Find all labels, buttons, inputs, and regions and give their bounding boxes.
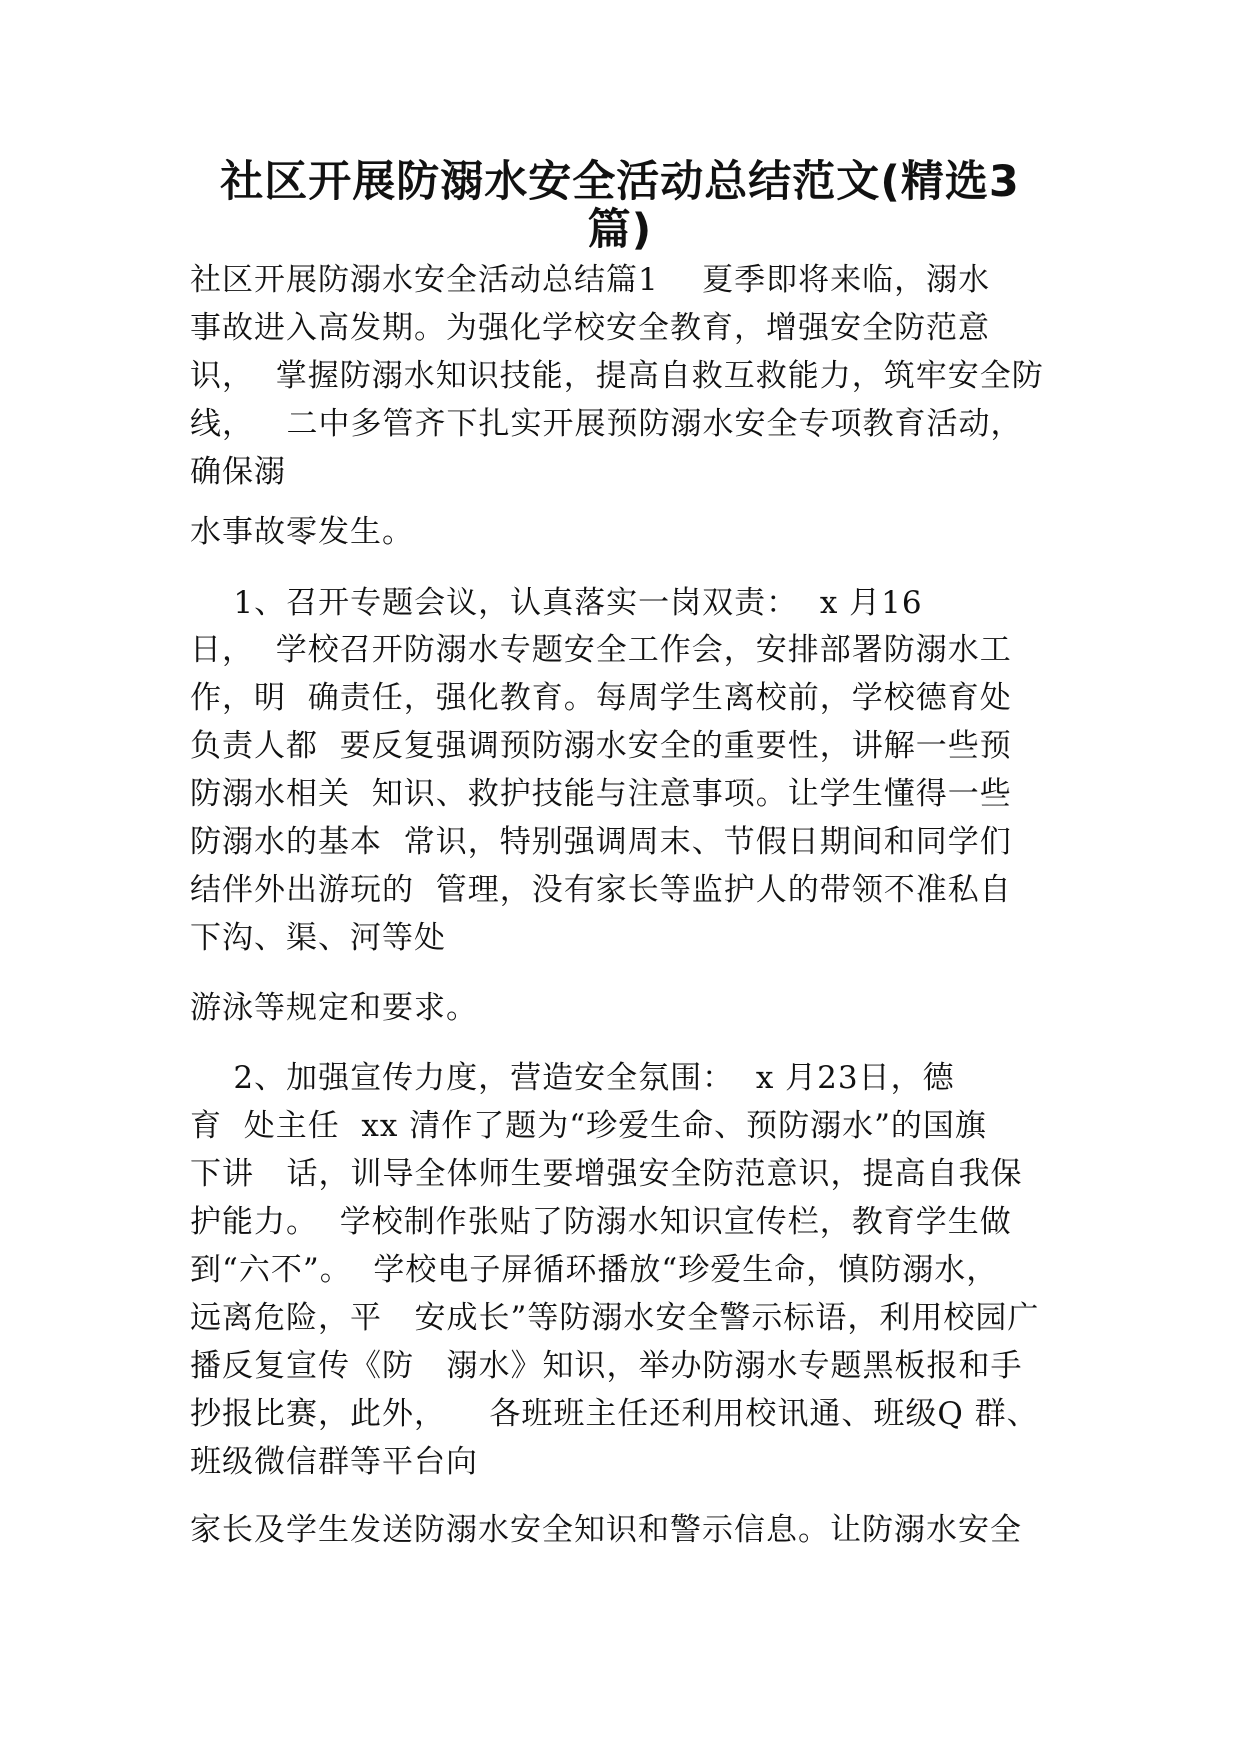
body-line: 游泳等规定和要求。 bbox=[190, 990, 478, 1026]
document-title-line-1: 社区开展防溺水安全活动总结范文(精选3 bbox=[220, 157, 1020, 207]
body-line: 家长及学生发送防溺水安全知识和警示信息。让防溺水安全 bbox=[190, 1512, 1022, 1548]
body-line: 下沟、渠、河等处 bbox=[190, 920, 446, 956]
body-line: 结伴外出游玩的 管理，没有家长等监护人的带领不准私自 bbox=[190, 872, 1012, 908]
body-line: 识， 掌握防溺水知识技能，提高自救互救能力，筑牢安全防 bbox=[190, 358, 1044, 394]
body-line: 下讲 话，训导全体师生要增强安全防范意识，提高自我保 bbox=[190, 1156, 1023, 1192]
body-line: 2、加强宣传力度，营造安全氛围： x 月23日，德 bbox=[190, 1060, 955, 1096]
body-line: 社区开展防溺水安全活动总结篇1 夏季即将来临，溺水 bbox=[190, 262, 991, 298]
body-line: 1、召开专题会议，认真落实一岗双责： x 月16 bbox=[190, 585, 923, 621]
body-line: 班级微信群等平台向 bbox=[190, 1444, 478, 1480]
body-line: 抄报比赛，此外， 各班班主任还利用校讯通、班级Q 群、 bbox=[190, 1396, 1039, 1432]
body-line: 播反复宣传《防 溺水》知识，举办防溺水专题黑板报和手 bbox=[190, 1348, 1023, 1384]
body-line: 负责人都 要反复强调预防溺水安全的重要性，讲解一些预 bbox=[190, 728, 1012, 764]
body-line: 到“六不”。 学校电子屏循环播放“珍爱生命，慎防溺水， bbox=[190, 1252, 999, 1288]
body-line: 水事故零发生。 bbox=[190, 514, 414, 550]
body-line: 远离危险，平 安成长”等防溺水安全警示标语，利用校园广 bbox=[190, 1300, 1040, 1336]
body-line: 防溺水的基本 常识，特别强调周末、节假日期间和同学们 bbox=[190, 824, 1012, 860]
body-line: 作，明 确责任，强化教育。每周学生离校前，学校德育处 bbox=[190, 680, 1012, 716]
body-line: 育 处主任 xx 清作了题为“珍爱生命、预防溺水”的国旗 bbox=[190, 1108, 987, 1144]
body-line: 日， 学校召开防溺水专题安全工作会，安排部署防溺水工 bbox=[190, 632, 1012, 668]
body-line: 确保溺 bbox=[190, 454, 286, 490]
body-line: 线， 二中多管齐下扎实开展预防溺水安全专项教育活动， bbox=[190, 406, 1023, 442]
body-line: 护能力。 学校制作张贴了防溺水知识宣传栏，教育学生做 bbox=[190, 1204, 1012, 1240]
body-line: 事故进入高发期。为强化学校安全教育，增强安全防范意 bbox=[190, 310, 990, 346]
body-line: 防溺水相关 知识、救护技能与注意事项。让学生懂得一些 bbox=[190, 776, 1012, 812]
document-title-line-2: 篇) bbox=[587, 205, 653, 255]
